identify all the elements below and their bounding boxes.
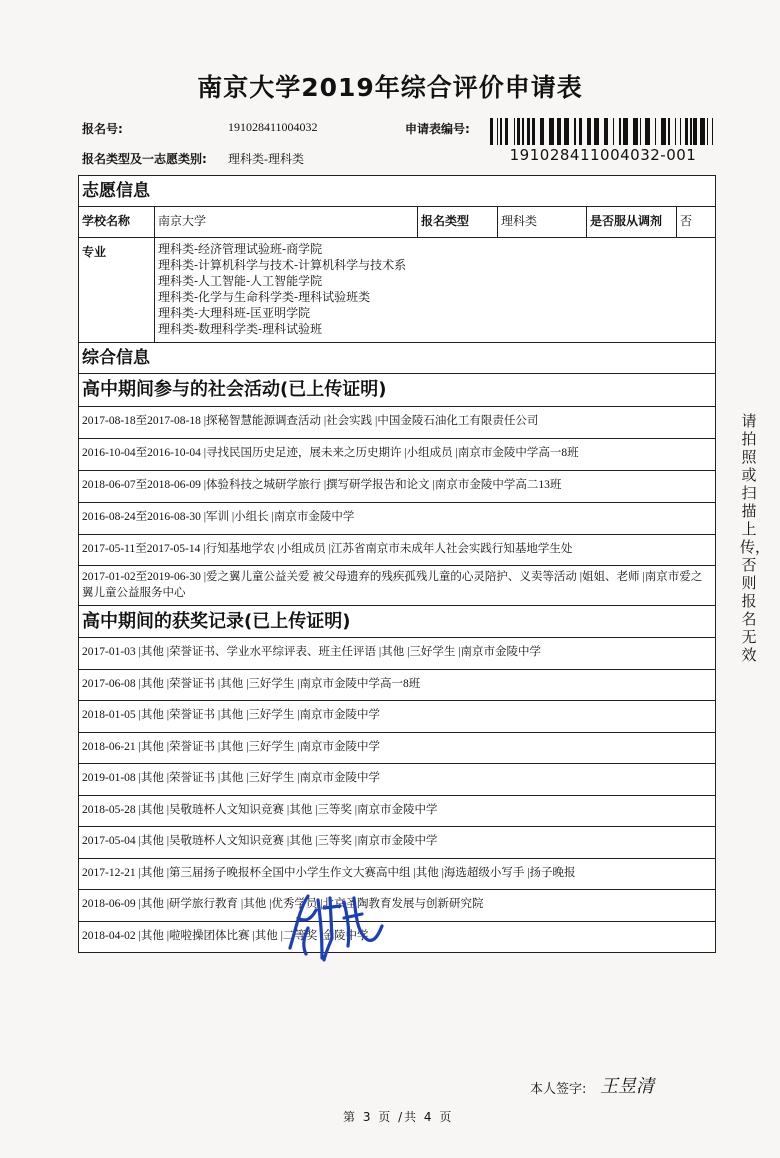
award-row: 2017-05-04 |其他 |吴敬琏杯人文知识竞赛 |其他 |三等奖 |南京市金陵中学 — [79, 827, 715, 859]
major-list — [155, 238, 715, 342]
reg-type-label: 报名类型 — [418, 207, 498, 237]
verification-signature-mark — [278, 888, 388, 963]
reg-no-value: 191028411004032 — [228, 120, 318, 134]
reg-type-value: 理科类 — [498, 207, 587, 237]
major-row — [79, 238, 715, 343]
school-row — [79, 207, 715, 238]
adjust-value: 否 — [680, 214, 693, 228]
wish-heading: 志愿信息 — [79, 176, 715, 207]
signature-label: 本人签字: — [530, 1082, 587, 1097]
type-label: 报名类型及一志愿类别: — [82, 152, 207, 166]
award-row: 2018-05-28 |其他 |吴敬琏杯人文知识竞赛 |其他 |三等奖 |南京市金陵中学 — [79, 796, 715, 827]
adjust-label: 是否服从调剂 — [587, 207, 677, 237]
major-item: 理科类-人工智能-人工智能学院 — [158, 274, 323, 288]
form-no-label: 申请表编号: — [405, 122, 470, 136]
award-row: 2018-06-09 |其他 |研学旅行教育 |其他 |优秀学员 |北京圣陶教育发展与创新研究院 — [79, 890, 715, 922]
activity-row: 2016-08-24至2016-08-30 |军训 |小组长 |南京市金陵中学 — [79, 503, 715, 535]
major-label: 专业 — [79, 238, 155, 342]
activity-row: 2017-01-02至2019-06-30 |爱之翼儿童公益关爱 被父母遗弃的残疾孤残儿童的心灵陪护、义卖等活动 |姐姐、老师 |南京市爱之翼儿童公益服务中心 — [79, 566, 715, 606]
activity-row: 2018-06-07至2018-06-09 |体验科技之城研学旅行 |撰写研学报告和论文 |南京市金陵中学高二13班 — [79, 471, 715, 503]
applicant-signature: 王昱清 — [600, 1076, 654, 1097]
type-value: 理科类-理科类 — [228, 152, 304, 166]
barcode-number: 191028411004032-001 — [509, 146, 697, 164]
major-item: 理科类-化学与生命科学类-理科试验班类 — [158, 290, 371, 304]
award-row: 2017-01-03 |其他 |荣誉证书、学业水平综评表、班主任评语 |其他 |三好学生 |南京市金陵中学 — [79, 638, 715, 670]
school-value: 南京大学 — [155, 207, 418, 237]
major-item: 理科类-大理科班-匡亚明学院 — [158, 306, 311, 320]
award-row: 2018-01-05 |其他 |荣誉证书 |其他 |三好学生 |南京市金陵中学 — [79, 701, 715, 733]
side-upload-note: 请拍照或扫描上传，否则报名无效 — [740, 412, 771, 664]
form-title: 南京大学2019年综合评价申请表 — [197, 73, 583, 102]
major-item: 理科类-计算机科学与技术-计算机科学与技术系 — [158, 258, 407, 272]
award-row: 2018-06-21 |其他 |荣誉证书 |其他 |三好学生 |南京市金陵中学 — [79, 733, 715, 764]
award-row: 2018-04-02 |其他 |啦啦操团体比赛 |其他 |二等奖 |金陵中学 — [82, 930, 369, 942]
activity-row: 2017-08-18至2017-08-18 |探秘智慧能源调查活动 |社会实践 |中国金陵石油化工有限责任公司 — [79, 407, 715, 439]
general-heading: 综合信息 — [79, 343, 715, 374]
activity-row: 2017-05-11至2017-05-14 |行知基地学农 |小组成员 |江苏省南京市未成年人社会实践行知基地学生处 — [79, 535, 715, 566]
reg-no-label: 报名号: — [82, 122, 123, 136]
page-number: 第 3 页 /共 4 页 — [343, 1110, 454, 1124]
activity-row: 2016-10-04至2016-10-04 |寻找民国历史足迹，展未来之历史期许 |小组成员 |南京市金陵中学高一8班 — [79, 439, 715, 471]
barcode-bar — [713, 118, 715, 145]
barcode — [490, 118, 716, 145]
major-item: 理科类-数理科学类-理科试验班 — [158, 322, 323, 336]
major-item: 理科类-经济管理试验班-商学院 — [158, 242, 323, 256]
award-row: 2017-12-21 |其他 |第三届扬子晚报杯全国中小学生作文大赛高中组 |其他 |海选超级小写手 |扬子晚报 — [79, 859, 715, 890]
application-table — [78, 175, 716, 953]
activities-heading: 高中期间参与的社会活动(已上传证明) — [79, 374, 715, 407]
award-row: 2017-06-08 |其他 |荣誉证书 |其他 |三好学生 |南京市金陵中学高一8班 — [79, 670, 715, 701]
award-row: 2019-01-08 |其他 |荣誉证书 |其他 |三好学生 |南京市金陵中学 — [79, 764, 715, 796]
school-label: 学校名称 — [79, 207, 155, 237]
awards-heading: 高中期间的获奖记录(已上传证明) — [79, 606, 715, 638]
